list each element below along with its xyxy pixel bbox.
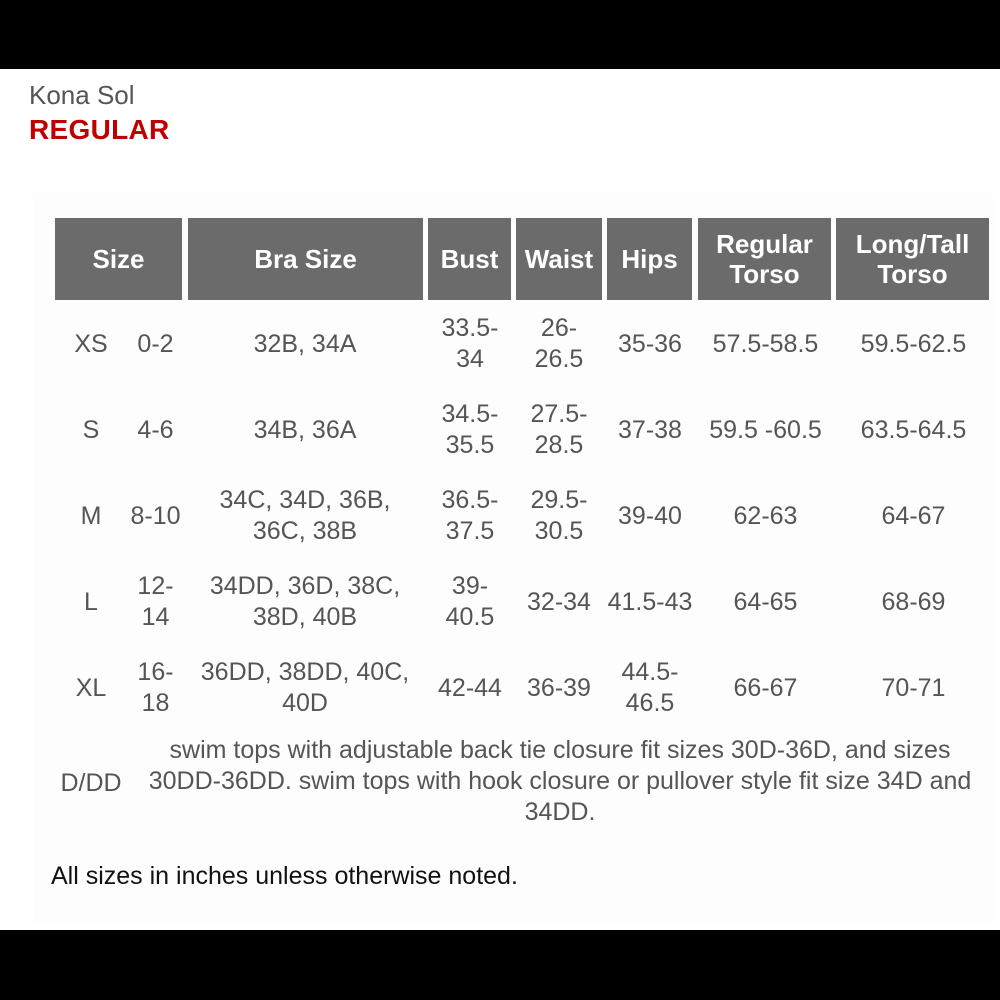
row-s-long-torso: 63.5-64.5: [860, 415, 967, 444]
header-waist: Waist: [516, 218, 602, 300]
row-m-waist: 29.5-30.5: [530, 486, 588, 545]
row-xl-hips: 44.5-46.5: [621, 658, 679, 717]
header-long-tall-torso: Long/Tall Torso: [836, 218, 989, 300]
row-s-numeric-size: 4-6: [137, 415, 174, 444]
row-m-bust: 36.5-37.5: [441, 486, 499, 545]
header-hips: Hips: [607, 218, 692, 300]
row-s-bust: 34.5-35.5: [441, 400, 499, 459]
header-bra-size: Bra Size: [188, 218, 423, 300]
dd-row-note: swim tops with adjustable back tie closure fit sizes 30D-36D, and sizes 30DD-36DD. swim tops with hook closure or pullover style fit size 34D and 34DD.: [148, 736, 972, 826]
row-xl-long-torso: 70-71: [881, 673, 946, 702]
row-s-bra-size: 34B, 36A: [253, 415, 357, 444]
row-xs-long-torso: 59.5-62.5: [860, 329, 967, 358]
row-xs-waist: 26-26.5: [534, 314, 584, 373]
row-xs-regular-torso: 57.5-58.5: [712, 329, 819, 358]
header-regular-torso: Regular Torso: [698, 218, 831, 300]
row-xl-waist: 36-39: [527, 673, 591, 702]
row-m-size: M: [80, 501, 102, 530]
row-m-hips: 39-40: [618, 501, 682, 530]
row-m-long-torso: 64-67: [881, 501, 946, 530]
row-xs-hips: 35-36: [618, 329, 682, 358]
row-s-hips: 37-38: [618, 415, 682, 444]
dd-row-label: D/DD: [60, 768, 122, 797]
row-l-waist: 32-34: [527, 587, 591, 616]
row-l-hips: 41.5-43: [607, 587, 693, 616]
header-bust: Bust: [428, 218, 511, 300]
header-size: Size: [55, 218, 182, 300]
row-xs-numeric-size: 0-2: [137, 329, 174, 358]
fit-subtitle: REGULAR: [29, 114, 170, 145]
row-l-numeric-size: 12-14: [137, 572, 174, 631]
brand-name: Kona Sol: [29, 80, 135, 110]
row-xs-bra-size: 32B, 34A: [253, 329, 357, 358]
row-l-bra-size: 34DD, 36D, 38C, 38D, 40B: [209, 572, 401, 631]
row-m-bra-size: 34C, 34D, 36B, 36C, 38B: [219, 486, 391, 545]
row-m-numeric-size: 8-10: [130, 501, 181, 530]
row-xs-bust: 33.5-34: [441, 314, 499, 373]
row-l-long-torso: 68-69: [881, 587, 946, 616]
row-xl-bust: 42-44: [438, 673, 502, 702]
row-l-size: L: [84, 587, 98, 616]
row-xl-bra-size: 36DD, 38DD, 40C, 40D: [200, 658, 410, 717]
row-xl-size: XL: [75, 673, 107, 702]
row-s-regular-torso: 59.5 -60.5: [709, 415, 822, 444]
row-l-regular-torso: 64-65: [733, 587, 798, 616]
row-xl-regular-torso: 66-67: [733, 673, 798, 702]
units-footnote: All sizes in inches unless otherwise noted.: [51, 862, 518, 890]
row-xs-size: XS: [74, 329, 108, 358]
row-l-bust: 39-40.5: [445, 572, 495, 631]
row-m-regular-torso: 62-63: [733, 501, 798, 530]
size-chart-page: [0, 69, 1000, 930]
row-s-waist: 27.5-28.5: [530, 400, 588, 459]
row-s-size: S: [82, 415, 100, 444]
row-xl-numeric-size: 16-18: [137, 658, 174, 717]
